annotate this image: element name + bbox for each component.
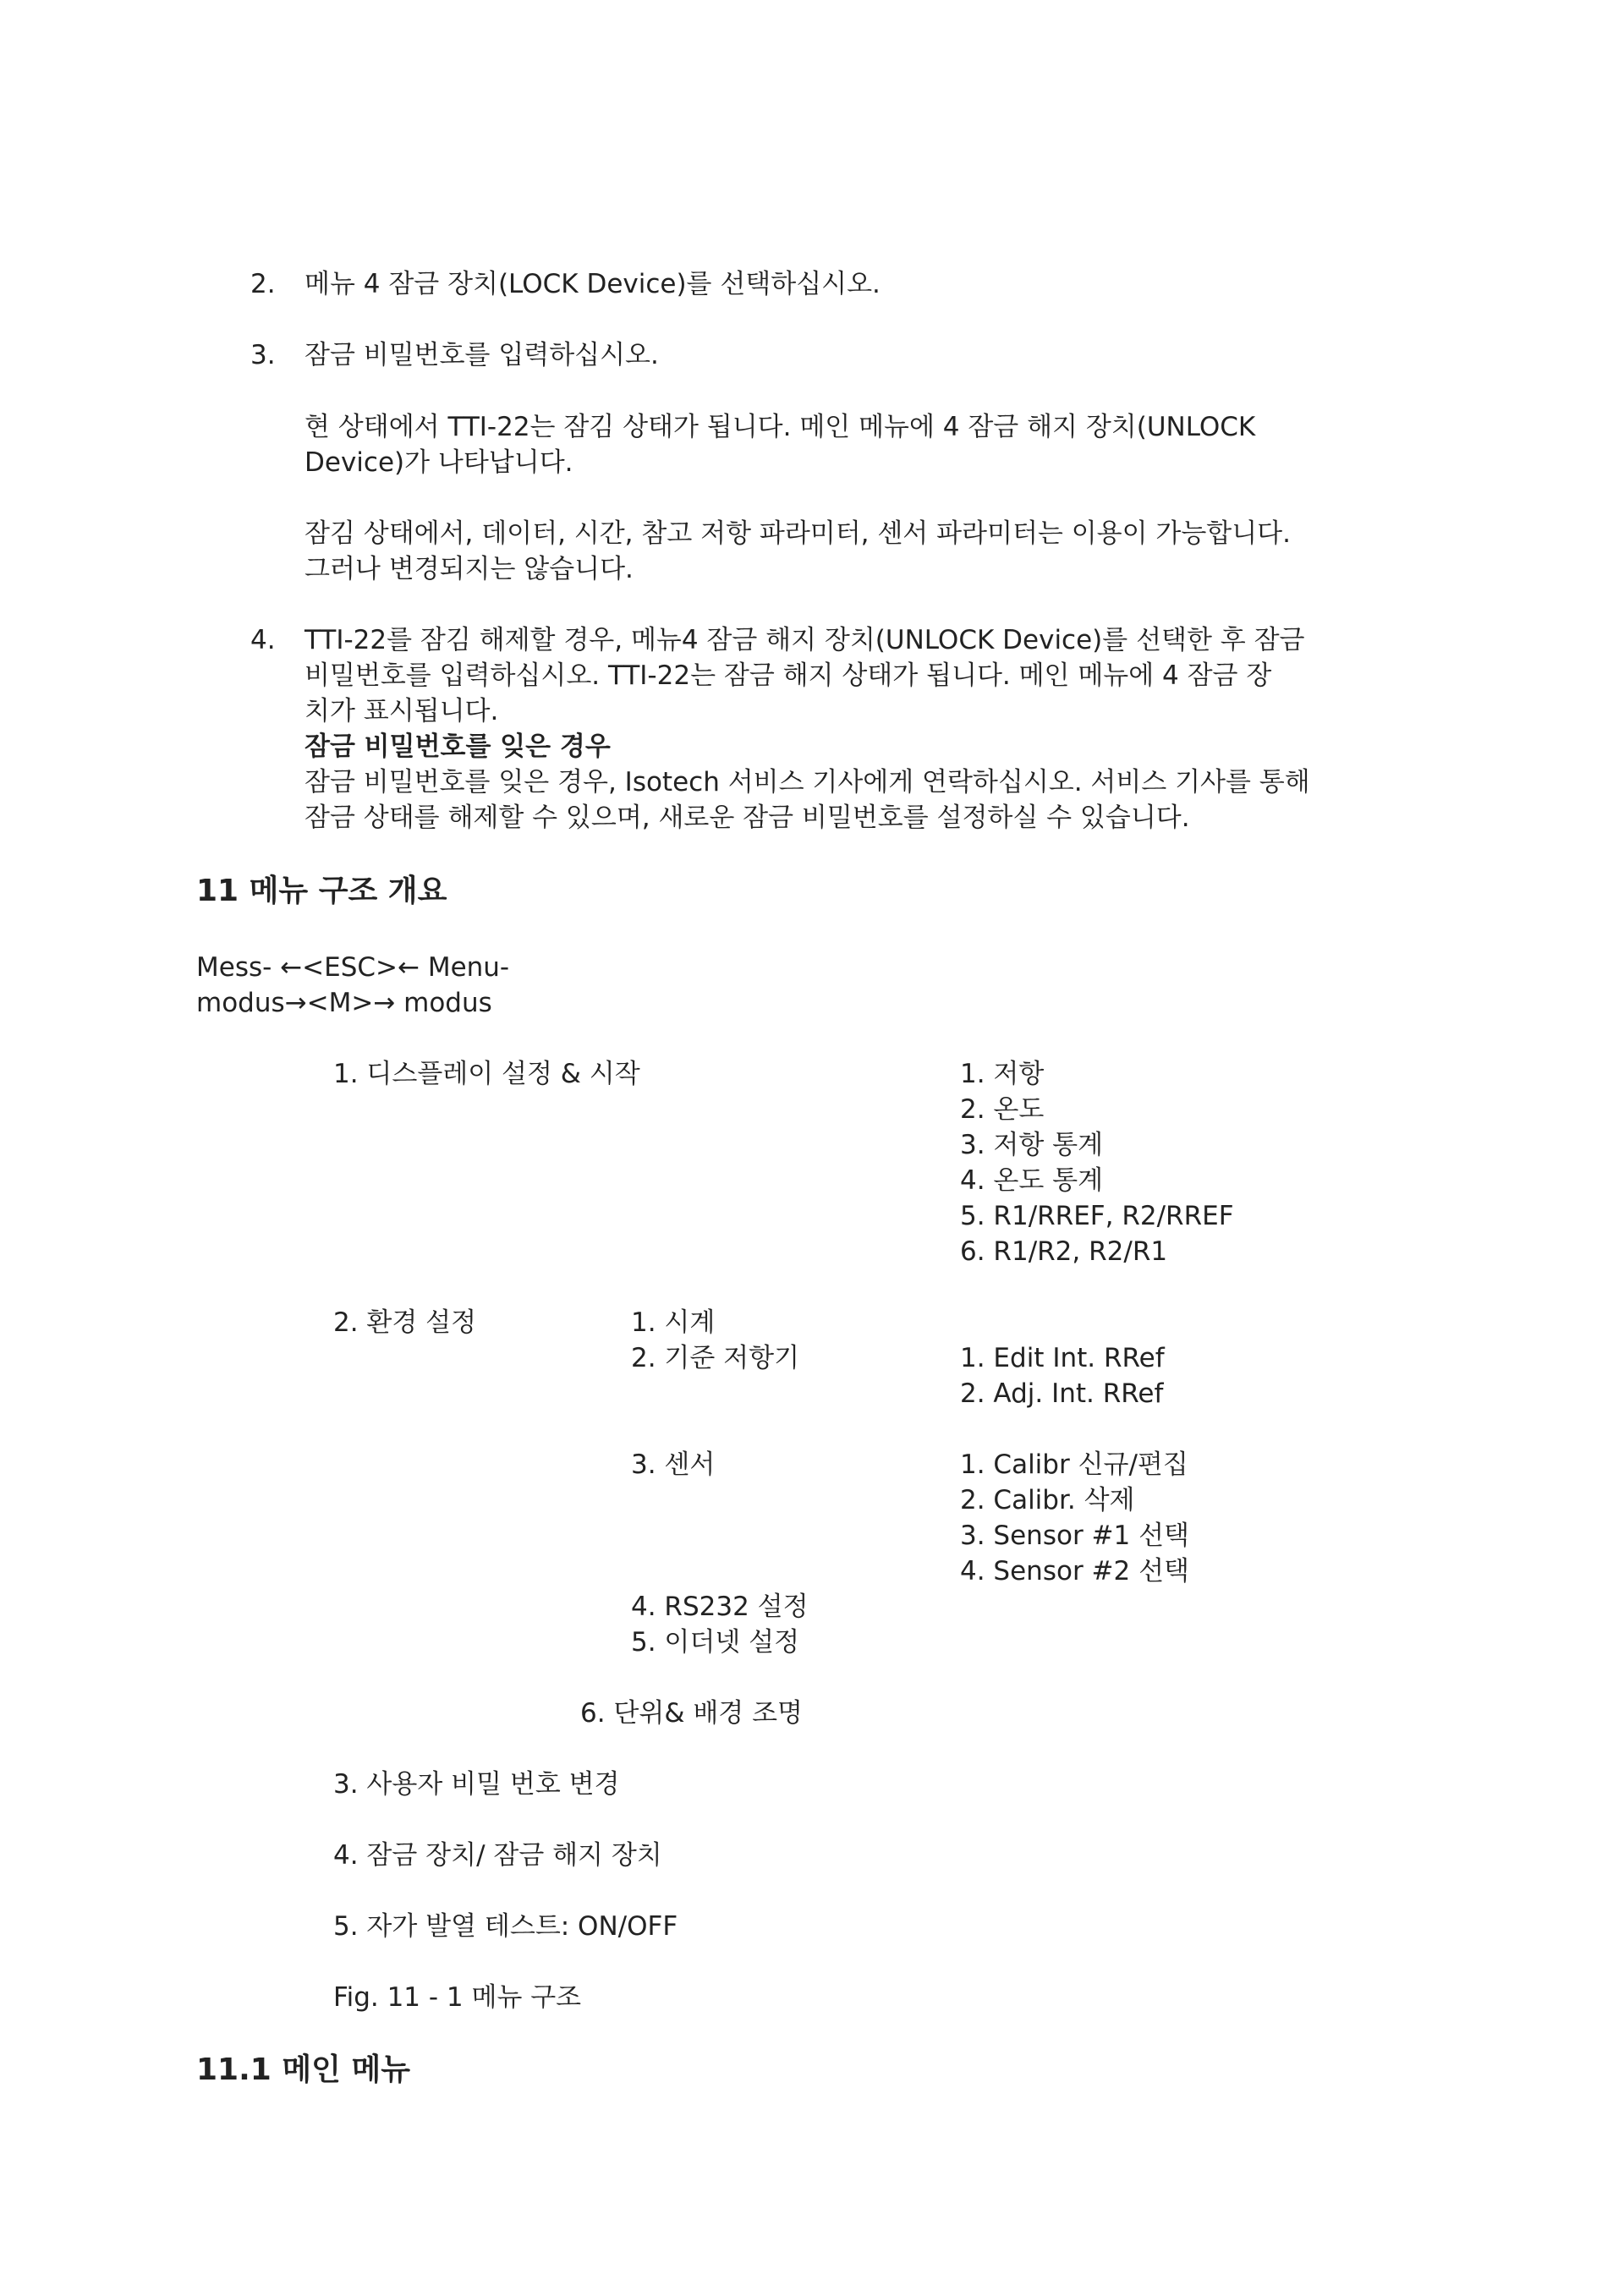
sensor-sub-item: 2. Calibr. 삭제 xyxy=(960,1485,1135,1515)
sensor-sub-item: 1. Calibr 신규/편집 xyxy=(960,1449,1188,1480)
sensor-sub-item: 3. Sensor #1 선택 xyxy=(960,1521,1189,1551)
menu-item-environment-setup: 2. 환경 설정 xyxy=(333,1307,477,1338)
mode-nav-line-2: modus→<M>→ modus xyxy=(196,988,492,1018)
step-4-line-3: 치가 표시됩니다. xyxy=(304,696,499,726)
step-3-number: 3. xyxy=(250,340,276,370)
env-sub-item-reference-resistor: 2. 기준 저항기 xyxy=(631,1343,800,1373)
menu-item-change-password: 3. 사용자 비밀 번호 변경 xyxy=(333,1769,620,1800)
step-4-line-2: 비밀번호를 입력하십시오. TTI-22는 잠금 해지 상태가 됩니다. 메인 메뉴에 4 잠금 장 xyxy=(304,660,1272,691)
menu-item-self-heating-test: 5. 자가 발열 테스트: ON/OFF xyxy=(333,1911,678,1942)
section-11-heading: 11 메뉴 구조 개요 xyxy=(196,874,447,908)
mode-nav-line-1: Mess- ←<ESC>← Menu- xyxy=(196,952,510,983)
step-2-text: 메뉴 4 잠금 장치(LOCK Device)를 선택하십시오. xyxy=(304,269,881,299)
figure-caption: Fig. 11 - 1 메뉴 구조 xyxy=(333,1982,582,2013)
env-sub-item-units-backlight: 6. 단위& 배경 조명 xyxy=(580,1698,803,1729)
env-sub-item-clock: 1. 시계 xyxy=(631,1307,716,1338)
forgotten-password-line-1: 잠금 비밀번호를 잊은 경우, Isotech 서비스 기사에게 연락하십시오. 서비스 기사를 통해 xyxy=(304,767,1310,797)
sensor-sub-item: 4. Sensor #2 선택 xyxy=(960,1556,1189,1586)
menu-item-display-setup: 1. 디스플레이 설정 & 시작 xyxy=(333,1059,640,1089)
menu-item-lock-unlock: 4. 잠금 장치/ 잠금 해지 장치 xyxy=(333,1840,662,1871)
env-sub-item-sensor: 3. 센서 xyxy=(631,1449,716,1480)
step-4-number: 4. xyxy=(250,625,276,655)
display-sub-item: 4. 온도 통계 xyxy=(960,1165,1104,1196)
display-sub-item: 5. R1/RREF, R2/RREF xyxy=(960,1201,1234,1231)
display-sub-item: 1. 저항 xyxy=(960,1059,1045,1089)
reference-resistor-sub-item: 1. Edit Int. RRef xyxy=(960,1343,1165,1373)
step-3-paragraph-1-line-2: Device)가 나타납니다. xyxy=(304,447,573,478)
section-11-1-heading: 11.1 메인 메뉴 xyxy=(196,2052,410,2087)
display-sub-item: 6. R1/R2, R2/R1 xyxy=(960,1236,1168,1267)
step-3-paragraph-2-line-1: 잠김 상태에서, 데이터, 시간, 참고 저항 파라미터, 센서 파라미터는 이용이 가능합니다. xyxy=(304,518,1291,549)
reference-resistor-sub-item: 2. Adj. Int. RRef xyxy=(960,1378,1164,1409)
display-sub-item: 3. 저항 통계 xyxy=(960,1130,1104,1160)
step-2-number: 2. xyxy=(250,269,276,299)
step-3-text: 잠금 비밀번호를 입력하십시오. xyxy=(304,340,659,370)
env-sub-item-rs232: 4. RS232 설정 xyxy=(631,1592,809,1622)
display-sub-item: 2. 온도 xyxy=(960,1094,1045,1125)
step-3-paragraph-2-line-2: 그러나 변경되지는 않습니다. xyxy=(304,554,634,584)
step-4-line-1: TTI-22를 잠김 해제할 경우, 메뉴4 잠금 해지 장치(UNLOCK Device)를 선택한 후 잠금 xyxy=(304,625,1305,655)
forgotten-password-subheading: 잠금 비밀번호를 잊은 경우 xyxy=(304,732,611,762)
step-3-paragraph-1-line-1: 현 상태에서 TTI-22는 잠김 상태가 됩니다. 메인 메뉴에 4 잠금 해지 장치(UNLOCK xyxy=(304,412,1256,442)
env-sub-item-ethernet: 5. 이더넷 설정 xyxy=(631,1627,800,1658)
forgotten-password-line-2: 잠금 상태를 해제할 수 있으며, 새로운 잠금 비밀번호를 설정하실 수 있습니다. xyxy=(304,803,1190,833)
